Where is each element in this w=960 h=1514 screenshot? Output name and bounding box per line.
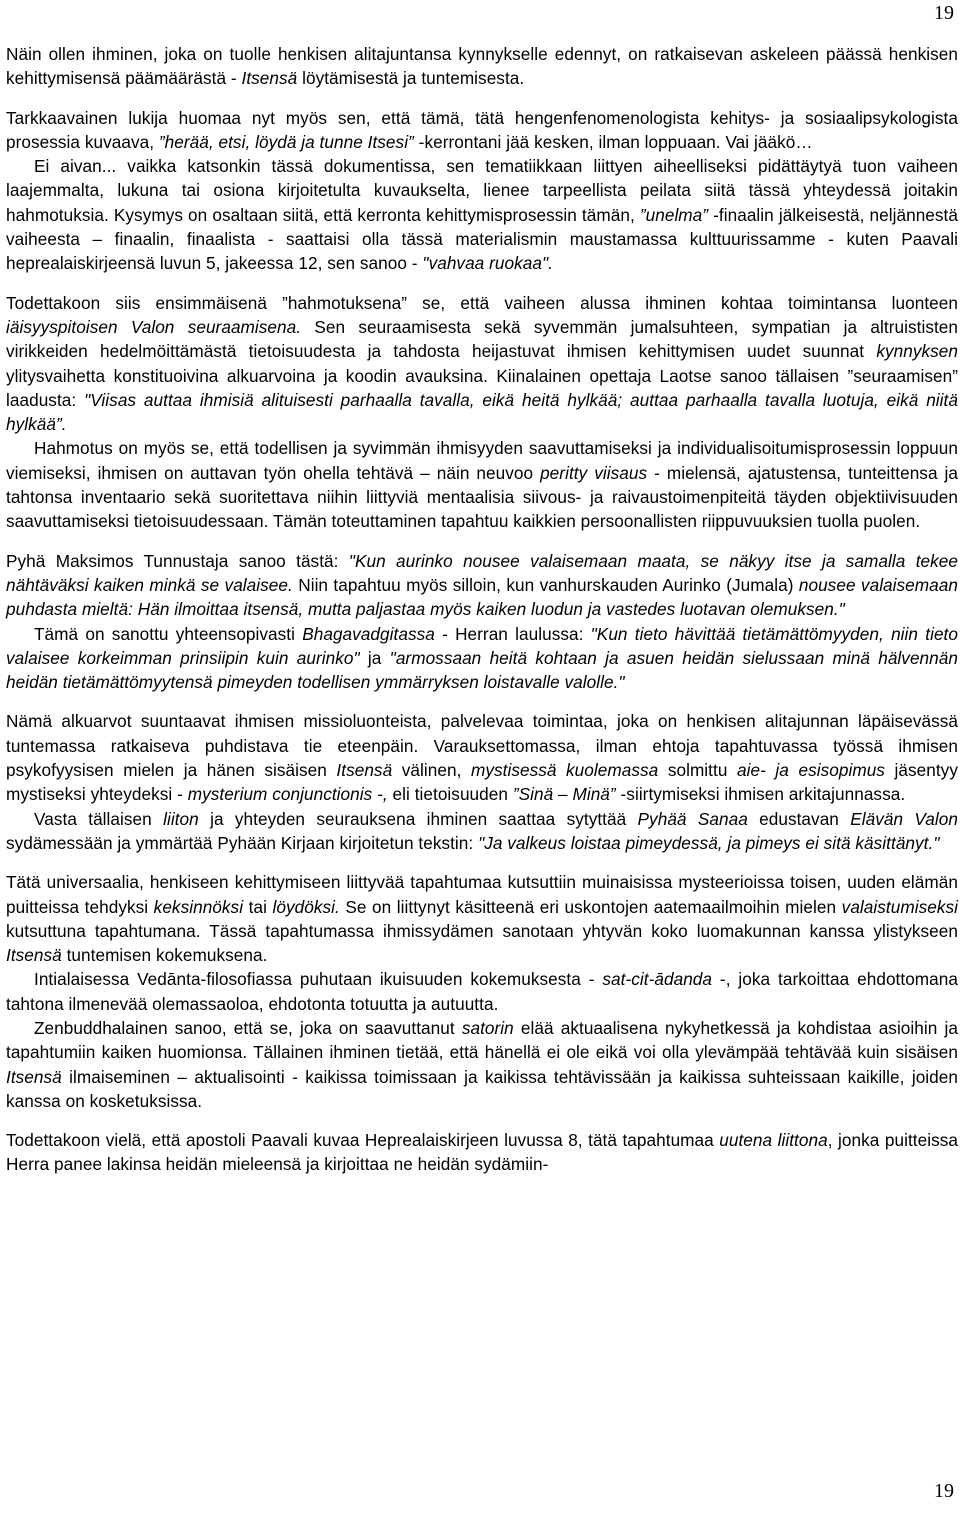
text-run: Nämä alkuarvot suuntaavat ihmisen missioluonteista, palvelevaa toimintaa, joka on henkisen alitajunnan läpäisevässä tuntemassa ratkaiseva puhdistava tie eteenpäin. Varauksettomassa, ilman ehtoja tapahtuvassa työssä ihmisen psykofyysisen mielen ja hänen sisäisen: [6, 711, 958, 781]
italic-text: Bhagavadgitassa: [302, 623, 435, 644]
paragraph: [6, 436, 958, 533]
text-run: ylitysvaihetta konstituoivina alkuarvoina ja koodin avauksina. Kiinalainen opettaja Laotse sanoo tällaisen ”seuraamisen” laadusta:: [6, 365, 958, 410]
italic-text: "armossaan heitä kohtaan ja asuen heidän sielussaan minä hälvennän heidän tietämättömyytensä pimeyden todellisen ymmärryksen loistavalle valolle.": [6, 647, 958, 693]
italic-text: Elävän Valon: [850, 808, 958, 829]
italic-text: "Kun aurinko nousee valaisemaan maata, se näkyy itse ja samalla tekee nähtäväksi kaiken minkä se valaisee.: [6, 550, 958, 595]
italic-text: Pyhää Sanaa: [637, 808, 748, 829]
italic-text: "vahvaa ruokaa".: [422, 253, 553, 274]
italic-text: Itsensä: [241, 68, 298, 89]
italic-text: satorin: [461, 1017, 514, 1038]
text-run: Sen seuraamisesta sekä syvemmän jumalsuhteen, sympatian ja altruististen virikkeiden hedelmöittämästä tietoisuudesta ja tahdosta heijastuvat ihmisen kehittymisen uudet suunnat: [6, 316, 959, 362]
text-run: tuntemisen kokemuksena.: [61, 945, 268, 966]
italic-text: keksinnöksi: [153, 896, 244, 917]
text-run: Zenbuddhalainen sanoo, että se, joka on saavuttanut: [34, 1017, 462, 1038]
paragraph: [6, 967, 958, 1016]
text-run: kutsuttuna tapahtumana. Tässä tapahtumassa ihmissydämen sanotaan yhtyvän koko luomakunnan kanssa ylistykseen: [6, 920, 958, 941]
paragraph: [6, 807, 958, 856]
text-run: Tarkkaavainen lukija huomaa nyt myös sen, että tämä, tätä hengenfenomenologista kehitys- ja sosiaalipsykologista prosessia kuvaava,: [6, 107, 958, 152]
text-run: Hahmotus on myös se, että todellisen ja syvimmän ihmisyyden saavuttamiseksi ja individualisoitumisprosessin loppuun viemiseksi, ihmisen on auttavan työn ohella tehtävä – näin neuvoo: [6, 438, 958, 483]
paragraph: [6, 1016, 958, 1113]
paragraph: [6, 42, 958, 91]
text-run: Tämä on sanottu yhteensopivasti: [34, 623, 303, 644]
document-body: [6, 42, 958, 1177]
paragraph: [6, 622, 958, 695]
text-run: - mielensä, ajatustensa, tunteittensa ja tahtonsa inventaario sekä suoritettava niihin liittyviä mentaalisia siivous- ja raivaustoimenpiteitä täyden objektiivisuuden saavuttamiseksi tietoisuudessaan. Tämän toteuttaminen tapahtuu kaikkien persoonallisten riippuvuuksien tuolla puolen.: [6, 462, 959, 532]
italic-text: nousee valaisemaan puhdasta mieltä: Hän ilmoittaa itsensä, mutta paljastaa myös kaiken luodun ja vastedes luotavan olemuksen.": [6, 574, 958, 620]
text-run: sydämessään ja ymmärtää Pyhään Kirjaan kirjoitetun tekstin:: [6, 832, 479, 853]
paragraph: [6, 709, 958, 806]
italic-text: Itsensä: [6, 1066, 62, 1087]
text-run: elää aktuaalisena nykyhetkessä ja kohdistaa asioihin ja tapahtumiin kaiken huomionsa. Tällainen ihminen tietää, että hänellä ei ole eikä voi olla ylevämpää tehtävää kuin sisäisen: [6, 1017, 958, 1063]
text-run: -, joka tarkoittaa ehdottomana tahtona ilmenevää olemassaoloa, ehdotonta totuutta ja autuutta.: [6, 969, 959, 1014]
italic-text: "Kun tieto hävittää tietämättömyyden, niin tieto valaisee korkeimman prinsiipin kuin aurinko": [6, 623, 958, 668]
text-run: -finaalin jälkeisestä, neljännestä vaiheesta – finaalin, finaalista - saattaisi olla tässä materialismin maustamassa kulttuurissamme - kuten Paavali heprealaiskirjeensä luvun 5, jakeessa 12, sen sanoo -: [6, 204, 958, 274]
paragraph: [6, 1128, 958, 1177]
text-run: välinen,: [392, 760, 471, 781]
italic-text: löydöksi.: [272, 896, 340, 917]
text-run: eli tietoisuuden: [387, 784, 513, 805]
italic-text: mystisessä kuolemassa: [470, 760, 659, 781]
italic-text: valaistumiseksi: [841, 896, 958, 917]
text-run: Niin tapahtuu myös silloin, kun vanhurskauden Aurinko (Jumala): [292, 574, 799, 595]
text-run: Todettakoon siis ensimmäisenä ”hahmotuksena” se, että vaiheen alussa ihminen kohtaa toimintansa luonteen: [6, 292, 958, 313]
text-run: - Herran laulussa:: [434, 623, 591, 644]
text-run: Tätä universaalia, henkiseen kehittymiseen liittyvää tapahtumaa kutsuttiin muinaisissa mysteerioissa toisen, uuden elämän puitteissa tehdyksi: [6, 872, 958, 917]
text-run: Todettakoon vielä, että apostoli Paavali kuvaa Heprealaiskirjeen luvussa 8, tätä tapahtumaa: [6, 1130, 720, 1151]
text-run: Vasta tällaisen: [34, 808, 164, 829]
text-run: löytämisestä ja tuntemisesta.: [297, 68, 525, 89]
italic-text: "Ja valkeus loistaa pimeydessä, ja pimeys ei sitä käsittänyt.": [478, 832, 940, 853]
text-run: Pyhä Maksimos Tunnustaja sanoo tästä:: [6, 550, 349, 571]
paragraph: [6, 549, 958, 622]
italic-text: peritty viisaus: [540, 462, 648, 483]
text-run: , jonka puitteissa Herra panee lakinsa heidän mieleensä ja kirjoittaa ne heidän sydämiin-: [6, 1130, 958, 1175]
italic-text: aie- ja esisopimus: [737, 760, 885, 781]
text-run: tai: [243, 896, 273, 917]
italic-text: sat-cit-ādanda: [602, 969, 713, 990]
text-run: ja: [359, 647, 390, 668]
paragraph: [6, 291, 958, 437]
italic-text: ”unelma”: [639, 204, 709, 225]
text-run: jäsentyy mystiseksi yhteydeksi -: [6, 760, 958, 805]
text-run: ilmaiseminen – aktualisointi - kaikissa toimissaan ja kaikissa tehtävissään ja kaikissa suhteissaan kaikille, joiden kanssa on kosketuksissa.: [6, 1066, 958, 1111]
text-run: edustavan: [747, 808, 851, 829]
italic-text: uutena liittona: [719, 1130, 828, 1151]
italic-text: Itsensä: [6, 945, 62, 966]
text-run: Ei aivan... vaikka katsonkin tässä dokumentissa, sen tematiikkaan liittyen aiheelliseksi pidättäytyä tuon vaiheen laajemmalta, lukuna tai osiona kirjoitetulta kuvaukselta, lienee tarpeellista peilata siitä tässä yhteydessä joitakin hahmotuksia. Kysymys on osaltaan siitä, että kerronta kehittymisprosessin tämän,: [6, 156, 958, 225]
text-run: solmittu: [658, 760, 737, 781]
text-run: -siirtymiseksi ihmisen arkitajunnassa.: [615, 784, 906, 805]
text-run: -kerrontani jää kesken, ilman loppuaan. Vai jääkö…: [413, 131, 813, 152]
italic-text: mysterium conjunctionis -,: [187, 784, 388, 805]
page-number-bottom: 19: [934, 1480, 954, 1502]
text-run: Se on liittynyt käsitteenä eri uskontojen aatemaailmoihin mielen: [339, 896, 842, 917]
italic-text: iäisyyspitoisen Valon seuraamisena.: [6, 316, 302, 337]
text-run: Näin ollen ihminen, joka on tuolle henkisen alitajuntansa kynnykselle edennyt, on ratkaisevan askeleen päässä henkisen kehittymisensä päämäärästä -: [6, 44, 958, 89]
italic-text: kynnyksen: [876, 341, 958, 362]
italic-text: ”Sinä – Minä”: [512, 784, 616, 805]
italic-text: liiton: [163, 808, 199, 829]
italic-text: ”herää, etsi, löydä ja tunne Itsesi”: [158, 131, 414, 152]
paragraph: [6, 870, 958, 967]
italic-text: Itsensä: [336, 760, 393, 781]
paragraph: [6, 154, 958, 275]
paragraph: [6, 106, 958, 155]
text-run: Intialaisessa Vedānta-filosofiassa puhutaan ikuisuuden kokemuksesta -: [34, 969, 603, 990]
text-run: ja yhteyden seurauksena ihminen saattaa sytyttää: [198, 808, 638, 829]
page-number-top: 19: [934, 2, 954, 24]
italic-text: "Viisas auttaa ihmisiä alituisesti parhaalla tavalla, eikä heitä hylkää; auttaa parhaalla tavalla luotuja, eikä niitä hylkää”.: [6, 389, 958, 435]
